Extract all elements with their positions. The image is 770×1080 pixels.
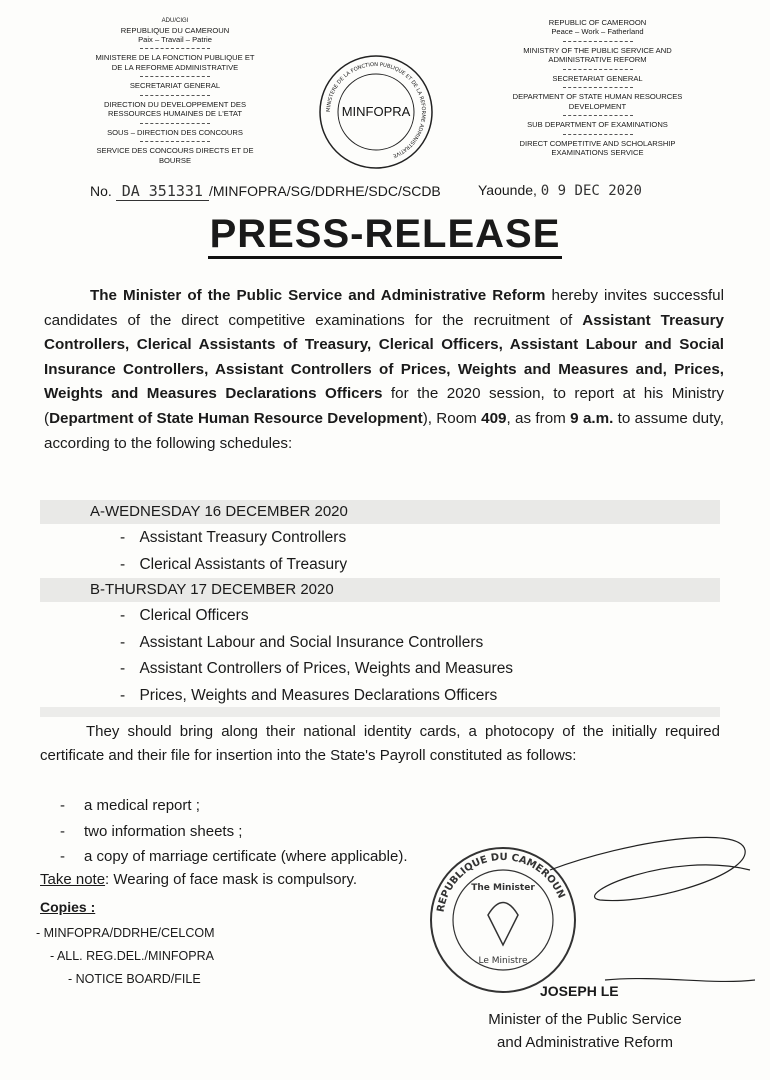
intro-minister: The Minister of the Public Service and Administrative Reform xyxy=(90,287,546,304)
intro-department: Department of State Human Resource Development xyxy=(49,409,423,427)
header-left-country: REPUBLIQUE DU CAMEROUN xyxy=(120,25,230,35)
stamp-outer-text: REPUBLIQUE DU CAMEROUN xyxy=(435,851,567,914)
list-item: - Assistant Controllers of Prices, Weights and Measures xyxy=(120,656,513,683)
list-item: - two information sheets ; xyxy=(60,819,407,845)
header-left-directorate: DIRECTION DU DEVELOPPEMENT DES RESSOURCES HUMAINES DE L'ETAT xyxy=(103,99,247,119)
schedule-a-list xyxy=(120,525,347,578)
header-right-country: REPUBLIC OF CAMEROON xyxy=(548,18,647,27)
signatory-name: JOSEPH LE xyxy=(540,983,619,999)
intro-room: 409 xyxy=(481,409,507,427)
handwritten-signature xyxy=(510,830,760,990)
bring-paragraph: They should bring along their national identity cards, a photocopy of the initially required certificate and their file for insertion into the State's Payroll constituted as follows: xyxy=(40,723,720,764)
header-right-department: DEPARTMENT OF STATE HUMAN RESOURCES DEVELOPMENT xyxy=(512,92,683,111)
header-left-subdirectorate: SOUS – DIRECTION DES CONCOURS xyxy=(107,127,243,137)
logo-text: MINFOPRA xyxy=(341,104,411,119)
documents-list xyxy=(60,793,407,870)
copy-item: - MINFOPRA/DDRHE/CELCOM xyxy=(36,926,215,940)
header-right-ministry: MINISTRY OF THE PUBLIC SERVICE AND ADMINISTRATIVE REFORM xyxy=(523,45,672,65)
section-divider xyxy=(40,707,720,717)
header-left-ministry: MINISTERE DE LA FONCTION PUBLIQUE ET DE LA REFORME ADMINISTRATIVE xyxy=(95,53,255,72)
take-note-label: Take note xyxy=(40,871,106,888)
schedule-a-heading: A-WEDNESDAY 16 DECEMBER 2020 xyxy=(40,500,720,524)
header-right-service: DIRECT COMPETITIVE AND SCHOLARSHIP EXAMINATIONS SERVICE xyxy=(519,138,676,158)
intro-text-4: , as from xyxy=(506,409,571,427)
copy-item: - NOTICE BOARD/FILE xyxy=(68,972,201,986)
reference-handwritten-number: DA 351331 xyxy=(116,182,209,201)
list-item: - Clerical Assistants of Treasury xyxy=(120,552,347,579)
intro-text-5: to assume duty, according to the following schedules: xyxy=(44,409,724,452)
page-title: PRESS-RELEASE xyxy=(0,212,770,257)
minfopra-logo xyxy=(316,52,436,172)
take-note-text: : Wearing of face mask is compulsory. xyxy=(105,871,358,888)
signatory-title-line-1: Minister of the Public Service xyxy=(488,1011,682,1028)
intro-text-2: for the 2020 session, to report at his Ministry ( xyxy=(44,385,724,427)
take-note xyxy=(40,871,357,888)
copy-item: - ALL. REG.DEL./MINFOPRA xyxy=(50,949,214,963)
list-item: - Assistant Treasury Controllers xyxy=(120,525,347,552)
signatory-title-line-2: and Administrative Reform xyxy=(497,1034,673,1051)
stamp-bottom-text: Le Ministre xyxy=(478,956,528,966)
reference-row xyxy=(80,180,700,206)
header-left-small: ADU/CIGI xyxy=(161,18,189,24)
logo-ring-text: MINISTERE DE LA FONCTION PUBLIQUE ET DE LA REFORME ADMINISTRATIVE xyxy=(325,61,427,159)
list-item: - Prices, Weights and Measures Declarations Officers xyxy=(120,683,513,710)
header-right-secretariat: SECRETARIAT GENERAL xyxy=(552,73,643,83)
signatory-title xyxy=(470,1008,700,1054)
header-right-motto: Peace – Work – Fatherland xyxy=(551,27,644,37)
list-item: - Assistant Labour and Social Insurance Controllers xyxy=(120,630,513,657)
reference-date-value: 0 9 DEC 2020 xyxy=(540,183,642,199)
copies-title: Copies : xyxy=(40,899,96,915)
intro-paragraph xyxy=(44,284,724,456)
stamp-inner-text: The Minister xyxy=(471,883,535,893)
intro-time: 9 a.m. xyxy=(570,409,614,427)
intro-positions: Assistant Treasury Controllers, Clerical Assistants of Treasury, Clerical Officers, Assistant Labour and Social Insurance Controllers, Assistant Controllers of Prices, Weights and Measures and, Prices, Weights and Measures Declarations Officers xyxy=(44,311,724,403)
reference-date xyxy=(478,182,642,199)
reference-number xyxy=(90,182,441,200)
header-right-subdepartment: SUB DEPARTMENT OF EXAMINATIONS xyxy=(527,120,668,130)
list-item: - Clerical Officers xyxy=(120,603,513,630)
schedule-b-list xyxy=(120,603,513,709)
header-left-motto: Paix – Travail – Patrie xyxy=(138,34,212,44)
header-left-block xyxy=(90,18,260,165)
intro-text-1: hereby invites successful candidates of the direct competitive examinations for the recruitment of xyxy=(44,287,724,329)
reference-suffix: /MINFOPRA/SG/DDRHE/SDC/SCDB xyxy=(208,183,441,199)
list-item: - a medical report ; xyxy=(60,793,407,819)
header-right-block xyxy=(510,18,685,158)
reference-city: Yaounde, xyxy=(478,182,537,198)
header-left-service: SERVICE DES CONCOURS DIRECTS ET DE BOURSE xyxy=(96,146,254,165)
intro-text-3: ), Room xyxy=(422,409,482,427)
schedule-b-heading: B-THURSDAY 17 DECEMBER 2020 xyxy=(40,578,720,602)
header-left-secretariat: SECRETARIAT GENERAL xyxy=(129,81,221,91)
list-item: - a copy of marriage certificate (where applicable). xyxy=(60,844,407,870)
reference-no-label: No. xyxy=(90,183,112,199)
